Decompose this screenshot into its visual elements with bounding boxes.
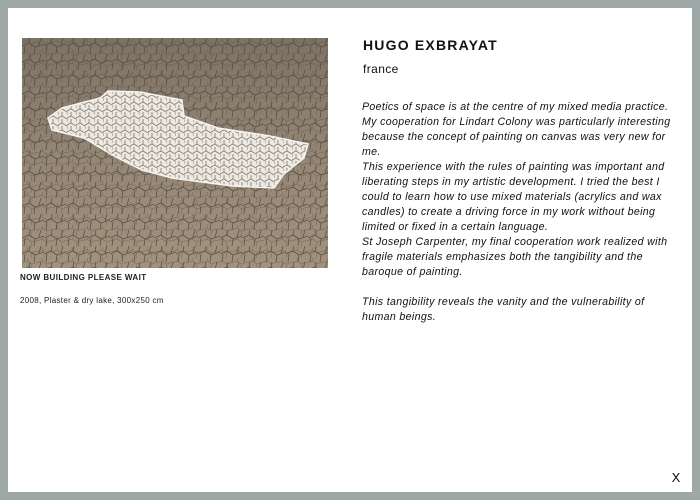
statement-paragraph: This experience with the rules of painting was important and liberating steps in my artistic development. I tried the best I could to learn how to use mixed materials (acrylics and wax candles) to create a driving force in my work without being limited or fixed in a certain language. — [362, 161, 665, 233]
statement-paragraph: St Joseph Carpenter, my final cooperation work realized with fragile materials emphasizes both the tangibility and the baroque of painting. — [362, 236, 668, 278]
paragraph-spacer — [362, 280, 680, 295]
artist-modal — [8, 8, 692, 492]
statement-paragraph: This tangibility reveals the vanity and the vulnerability of human beings. — [362, 296, 645, 323]
statement-paragraph: Poetics of space is at the centre of my mixed media practice. My cooperation for Lindart Colony was particularly interesting because the concept of painting on canvas was very new for me. — [362, 101, 671, 158]
artwork-image — [22, 38, 328, 268]
artwork-title: NOW BUILDING PLEASE WAIT — [20, 273, 147, 282]
artist-statement — [362, 100, 680, 325]
artist-name: HUGO EXBRAYAT — [363, 37, 498, 53]
artwork-details: 2008, Plaster & dry lake, 300x250 cm — [20, 296, 164, 305]
close-button[interactable]: X — [671, 470, 681, 485]
artist-country: france — [363, 62, 399, 76]
dry-lake-plaster-photo — [22, 38, 328, 268]
